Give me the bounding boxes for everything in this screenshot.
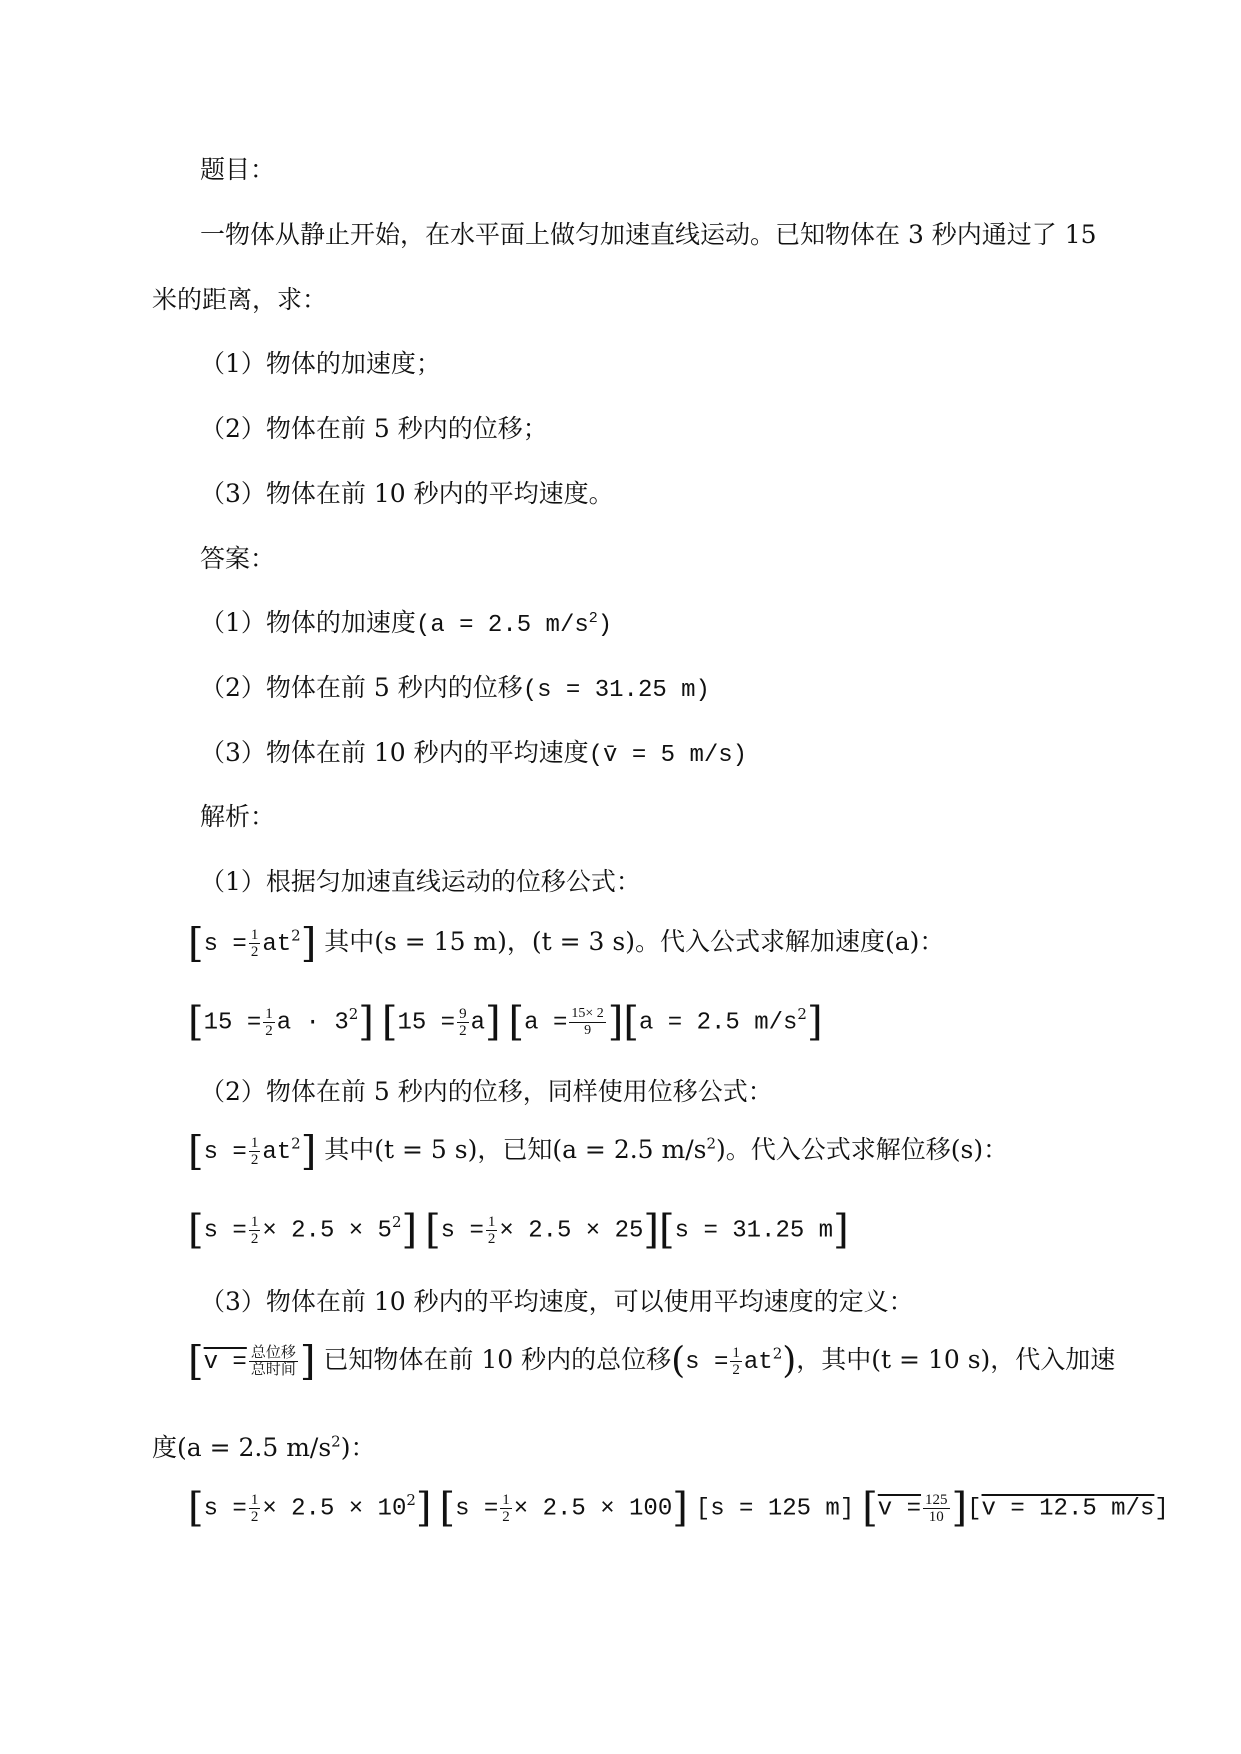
question-item-2: （2）物体在前 5 秒内的位移；	[200, 414, 548, 443]
superscript: 2	[588, 610, 598, 627]
step-2-given-tail: )。代入公式求解位移(s)：	[716, 1135, 1009, 1164]
question-header: 题目：	[200, 155, 276, 184]
answer-1-math: (a = 2.5 $m/s^2$)	[415, 610, 613, 639]
question-item-3: （3）物体在前 10 秒内的平均速度。	[200, 479, 614, 508]
step-1-formula-line: [s = $\frac{1}{2}$ $at^2$] 其中(s = 15 m)，(t = 3 s)。代入公式求解加速度(a)：	[188, 920, 945, 967]
step-3-equations: [s = $\frac{1}{2}$ × $2.5 \times 10^2$] [s = $\frac{1}{2}$ × 2.5 × 100] [s = 125 m] [v = $\frac{125}{10}$ ][v = 12.5 m/s]	[188, 1485, 1169, 1531]
step-2-given: 其中(t = 5 s)，已知(a = 2.5 m/s	[324, 1135, 707, 1164]
answer-item-2	[200, 668, 710, 704]
formula-rhs: at	[262, 931, 292, 958]
step-1-given: 其中(s = 15 m)，(t = 3 s)。代入公式求解加速度(a)：	[324, 927, 945, 956]
step-3-formula-line: [v = $\frac{\text{总位移}}{\text{总时间}}$ ] 已知物体在前 10 秒内的总位移(s = $\frac{1}{2}$ $at^2$)，其中(t = 10 s)，代入加速	[188, 1338, 1116, 1385]
answer-header: 答案：	[200, 544, 276, 573]
step-2-equations: [s = $\frac{1}{2}$ × $2.5 \times 5^2$] [s = $\frac{1}{2}$ × 2.5 × 25][s = 31.25 m]	[188, 1207, 849, 1253]
answer-item-1	[200, 603, 612, 639]
step-1-intro: （1）根据匀加速直线运动的位移公式：	[200, 867, 641, 896]
step-3-intro: （3）物体在前 10 秒内的平均速度，可以使用平均速度的定义：	[200, 1287, 914, 1316]
step-3-given: 已知物体在前 10 秒内的总位移	[323, 1345, 672, 1374]
answer-1-text: （1）物体的加速度	[200, 608, 416, 637]
step-3-line-2: 度(a = 2.5 $m/s^2$)：	[152, 1432, 376, 1462]
question-item-1: （1）物体的加速度；	[200, 349, 441, 378]
formula-lhs: s =	[203, 931, 247, 958]
answer-2-math: (s = 31.25 m)	[522, 677, 710, 704]
answer-3-text: （3）物体在前 10 秒内的平均速度	[200, 738, 589, 767]
analysis-header: 解析：	[200, 802, 276, 831]
question-line-2: 米的距离，求：	[152, 285, 328, 314]
answer-1-expr: (a = 2.5 m/s	[415, 612, 589, 639]
answer-3-math: (v̄ = 5 m/s)	[588, 742, 748, 769]
answer-item-3	[200, 733, 747, 769]
step-3-given-tail: ，其中(t = 10 s)，代入加速	[796, 1345, 1116, 1374]
answer-2-text: （2）物体在前 5 秒内的位移	[200, 673, 523, 702]
question-line-1: 一物体从静止开始，在水平面上做匀加速直线运动。已知物体在 3 秒内通过了 15	[200, 220, 1097, 249]
step-2-formula-line: [s = $\frac{1}{2}$ $at^2$] 其中(t = 5 s)，已知(a = 2.5 $m/s^2$)。代入公式求解位移(s)：	[188, 1128, 1009, 1175]
fraction-half: $\frac{1}{2}$	[250, 927, 259, 960]
step-2-intro: （2）物体在前 5 秒内的位移，同样使用位移公式：	[200, 1077, 773, 1106]
step-1-equations: [15 = $\frac{1}{2}$ $a \cdot 3^2$] [15 = $\frac{9}{2}$ a] [a = $\frac{15\times 2}{9}$ ][a = 2.5 $m/s^2$]	[188, 999, 823, 1045]
